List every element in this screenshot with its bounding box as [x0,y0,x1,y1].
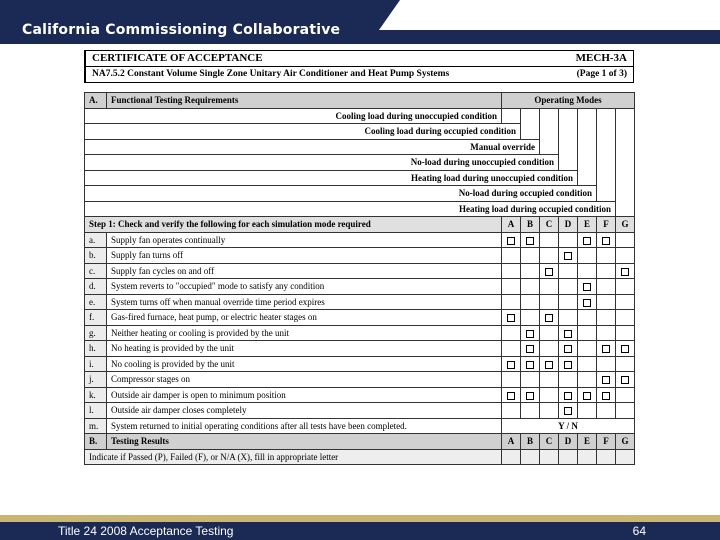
mode-column-line [597,124,616,140]
check-cell[interactable] [521,341,540,357]
checkbox[interactable] [545,268,553,276]
check-description: Supply fan cycles on and off [107,263,502,279]
check-letter: g. [85,325,107,341]
check-letter: f. [85,310,107,326]
check-cell [616,248,635,264]
mode-column-line [616,201,635,217]
presentation-title: California Commissioning Collaborative [22,22,341,38]
mode-column-line [578,139,597,155]
footer-accent-strip [0,515,720,522]
mode-label: No-load during unoccupied condition [85,155,559,171]
mode-column-line [597,186,616,202]
check-cell [502,403,521,419]
check-description: Outside air damper closes completely [107,403,502,419]
check-cell[interactable] [559,248,578,264]
checkbox[interactable] [526,237,534,245]
mode-column-line [540,124,559,140]
check-cell [540,341,559,357]
page-indicator: (Page 1 of 3) [576,69,627,79]
check-cell[interactable] [597,372,616,388]
mode-column-line [559,108,578,124]
section-title: Testing Results [107,434,502,450]
check-description: Neither heating or cooling is provided by the unit [107,325,502,341]
checkbox[interactable] [621,376,629,384]
check-cell [616,325,635,341]
result-cell[interactable] [559,449,578,465]
check-cell [597,294,616,310]
check-row [85,356,635,372]
section-b-row [85,434,635,450]
check-cell[interactable] [578,294,597,310]
check-cell [616,356,635,372]
check-cell[interactable] [597,232,616,248]
check-cell[interactable] [540,263,559,279]
check-description: Compressor stages on [107,372,502,388]
check-letter: k. [85,387,107,403]
check-cell[interactable] [578,279,597,295]
mode-header-row [85,201,635,217]
checkbox[interactable] [526,392,534,400]
results-instruction: Indicate if Passed (P), Failed (F), or N/A (X), fill in appropriate letter [85,449,502,465]
check-cell [540,387,559,403]
checkbox[interactable] [545,314,553,322]
mode-column-header: A [502,217,521,233]
section-letter: B. [85,434,107,450]
check-cell [597,325,616,341]
check-cell [502,372,521,388]
check-cell [540,232,559,248]
check-cell [578,248,597,264]
check-description: System reverts to "occupied" mode to satisfy any condition [107,279,502,295]
result-cell[interactable] [578,449,597,465]
mode-column-line [616,124,635,140]
check-description: No cooling is provided by the unit [107,356,502,372]
acceptance-form [84,50,634,462]
checkbox[interactable] [583,283,591,291]
checkbox[interactable] [621,345,629,353]
check-row [85,279,635,295]
mode-column-line [578,124,597,140]
check-cell [521,372,540,388]
check-cell[interactable] [597,387,616,403]
check-row [85,341,635,357]
result-column-header: F [597,434,616,450]
mode-column-line [540,108,559,124]
checkbox[interactable] [602,392,610,400]
check-cell [521,310,540,326]
footer-band [0,522,720,540]
check-cell [521,263,540,279]
check-row [85,232,635,248]
checkbox[interactable] [583,392,591,400]
section-letter: A. [85,93,107,109]
check-description: System returned to initial operating conditions after all tests have been completed. [107,418,502,434]
check-cell [578,310,597,326]
check-cell [521,403,540,419]
check-cell [559,263,578,279]
check-letter: d. [85,279,107,295]
check-cell[interactable] [559,341,578,357]
slide-number: 64 [632,524,646,538]
mode-label: No-load during occupied condition [85,186,597,202]
mode-label: Manual override [85,139,540,155]
checkbox[interactable] [507,237,515,245]
check-cell [540,325,559,341]
check-cell [502,341,521,357]
mode-column-header: C [540,217,559,233]
result-cell[interactable] [597,449,616,465]
check-cell [540,279,559,295]
check-cell[interactable] [616,372,635,388]
check-cell [540,248,559,264]
mode-header-row [85,170,635,186]
check-cell [578,325,597,341]
mode-column-line [597,139,616,155]
mode-header-row [85,108,635,124]
check-letter: c. [85,263,107,279]
check-cell[interactable] [502,310,521,326]
check-description: Outside air damper is open to minimum position [107,387,502,403]
mode-column-line [616,155,635,171]
check-letter: i. [85,356,107,372]
check-cell [559,232,578,248]
checkbox[interactable] [564,345,572,353]
checkbox[interactable] [602,345,610,353]
mode-column-header: B [521,217,540,233]
mode-column-line [597,108,616,124]
mode-column-line [559,124,578,140]
check-cell[interactable] [521,232,540,248]
check-cell [578,263,597,279]
check-cell[interactable] [502,387,521,403]
checkbox[interactable] [583,299,591,307]
mode-column-line [578,108,597,124]
mode-label: Heating load during occupied condition [85,201,616,217]
check-cell [559,372,578,388]
operating-modes-title: Operating Modes [502,93,635,109]
check-cell [540,294,559,310]
check-row [85,403,635,419]
mode-column-line [616,108,635,124]
checkbox[interactable] [526,361,534,369]
check-cell [597,356,616,372]
check-cell[interactable] [502,232,521,248]
check-cell[interactable] [597,341,616,357]
check-letter: l. [85,403,107,419]
yes-no-field[interactable]: Y / N [502,418,635,434]
check-cell [502,279,521,295]
check-row [85,387,635,403]
form-id: MECH-3A [575,52,627,64]
mode-column-line [559,155,578,171]
mode-column-line [616,139,635,155]
mode-column-line [502,108,521,124]
check-letter: e. [85,294,107,310]
check-cell [502,248,521,264]
certificate-header [84,50,634,83]
mode-header-row [85,155,635,171]
check-description: Gas-fired furnace, heat pump, or electric heater stages on [107,310,502,326]
check-cell [616,294,635,310]
result-column-header: G [616,434,635,450]
check-cell [578,372,597,388]
check-cell [540,403,559,419]
section-a-row [85,93,635,109]
mode-column-line [578,155,597,171]
mode-header-row [85,124,635,140]
checkbox[interactable] [507,314,515,322]
checkbox[interactable] [564,330,572,338]
check-cell [502,263,521,279]
check-row [85,310,635,326]
check-cell [521,294,540,310]
check-letter: a. [85,232,107,248]
mode-column-header: G [616,217,635,233]
check-cell [616,387,635,403]
checkbox[interactable] [526,330,534,338]
mode-column-header: D [559,217,578,233]
mode-column-line [540,139,559,155]
result-column-header: B [521,434,540,450]
checkbox[interactable] [564,361,572,369]
check-cell [502,294,521,310]
check-row [85,294,635,310]
check-cell [597,403,616,419]
checkbox[interactable] [564,392,572,400]
check-cell[interactable] [616,341,635,357]
result-cell[interactable] [540,449,559,465]
mode-label: Cooling load during unoccupied condition [85,108,502,124]
check-cell[interactable] [578,387,597,403]
check-cell[interactable] [540,356,559,372]
mode-label: Cooling load during occupied condition [85,124,521,140]
checkbox[interactable] [621,268,629,276]
header-slant-shape [379,0,720,30]
result-cell[interactable] [502,449,521,465]
functional-testing-table [84,92,635,465]
certificate-subtitle: NA7.5.2 Constant Volume Single Zone Unitary Air Conditioner and Heat Pump Systems [92,69,450,79]
mode-column-line [597,170,616,186]
check-row [85,372,635,388]
check-cell[interactable] [540,310,559,326]
check-letter: j. [85,372,107,388]
mode-column-line [521,124,540,140]
check-cell [521,248,540,264]
checkbox[interactable] [545,361,553,369]
check-description: System turns off when manual override time period expires [107,294,502,310]
mode-column-header: F [597,217,616,233]
check-description: No heating is provided by the unit [107,341,502,357]
checkbox[interactable] [507,361,515,369]
check-cell [578,356,597,372]
check-cell [578,403,597,419]
check-row [85,263,635,279]
result-column-header: E [578,434,597,450]
check-cell [559,294,578,310]
check-cell [521,279,540,295]
checkbox[interactable] [507,392,515,400]
check-cell [502,325,521,341]
header-band [0,0,720,44]
check-cell[interactable] [616,263,635,279]
checkbox[interactable] [526,345,534,353]
mode-column-header: E [578,217,597,233]
checkbox[interactable] [602,237,610,245]
check-description: Supply fan operates continually [107,232,502,248]
result-column-header: C [540,434,559,450]
check-cell [597,263,616,279]
checkbox[interactable] [583,237,591,245]
check-cell [597,248,616,264]
check-cell [616,232,635,248]
footer-text: Title 24 2008 Acceptance Testing [58,524,234,538]
check-letter: h. [85,341,107,357]
check-cell [578,341,597,357]
check-cell[interactable] [559,325,578,341]
result-cell[interactable] [616,449,635,465]
mode-column-line [616,170,635,186]
mode-header-row [85,139,635,155]
check-cell [616,279,635,295]
check-cell [597,279,616,295]
check-cell[interactable] [559,356,578,372]
check-row [85,325,635,341]
check-cell[interactable] [578,232,597,248]
result-column-header: D [559,434,578,450]
check-letter: m. [85,418,107,434]
check-cell [597,310,616,326]
mode-column-line [559,139,578,155]
check-cell[interactable] [521,387,540,403]
mode-label: Heating load during unoccupied condition [85,170,578,186]
certificate-title: CERTIFICATE OF ACCEPTANCE [92,52,263,64]
mode-header-row [85,186,635,202]
check-cell [540,372,559,388]
result-column-header: A [502,434,521,450]
check-cell[interactable] [521,325,540,341]
mode-column-line [521,108,540,124]
mode-column-line [597,155,616,171]
mode-column-line [578,170,597,186]
check-cell[interactable] [502,356,521,372]
step1-row [85,217,635,233]
check-cell [559,310,578,326]
check-letter: b. [85,248,107,264]
final-check-row [85,418,635,434]
checkbox[interactable] [602,376,610,384]
step1-label: Step 1: Check and verify the following for each simulation mode required [85,217,502,233]
checkbox[interactable] [564,407,572,415]
check-cell[interactable] [521,356,540,372]
result-cell[interactable] [521,449,540,465]
section-title: Functional Testing Requirements [107,93,502,109]
mode-column-line [616,186,635,202]
check-cell [616,403,635,419]
check-row [85,248,635,264]
check-description: Supply fan turns off [107,248,502,264]
check-cell[interactable] [559,387,578,403]
checkbox[interactable] [564,252,572,260]
check-cell [616,310,635,326]
results-row [85,449,635,465]
check-cell[interactable] [559,403,578,419]
check-cell [559,279,578,295]
